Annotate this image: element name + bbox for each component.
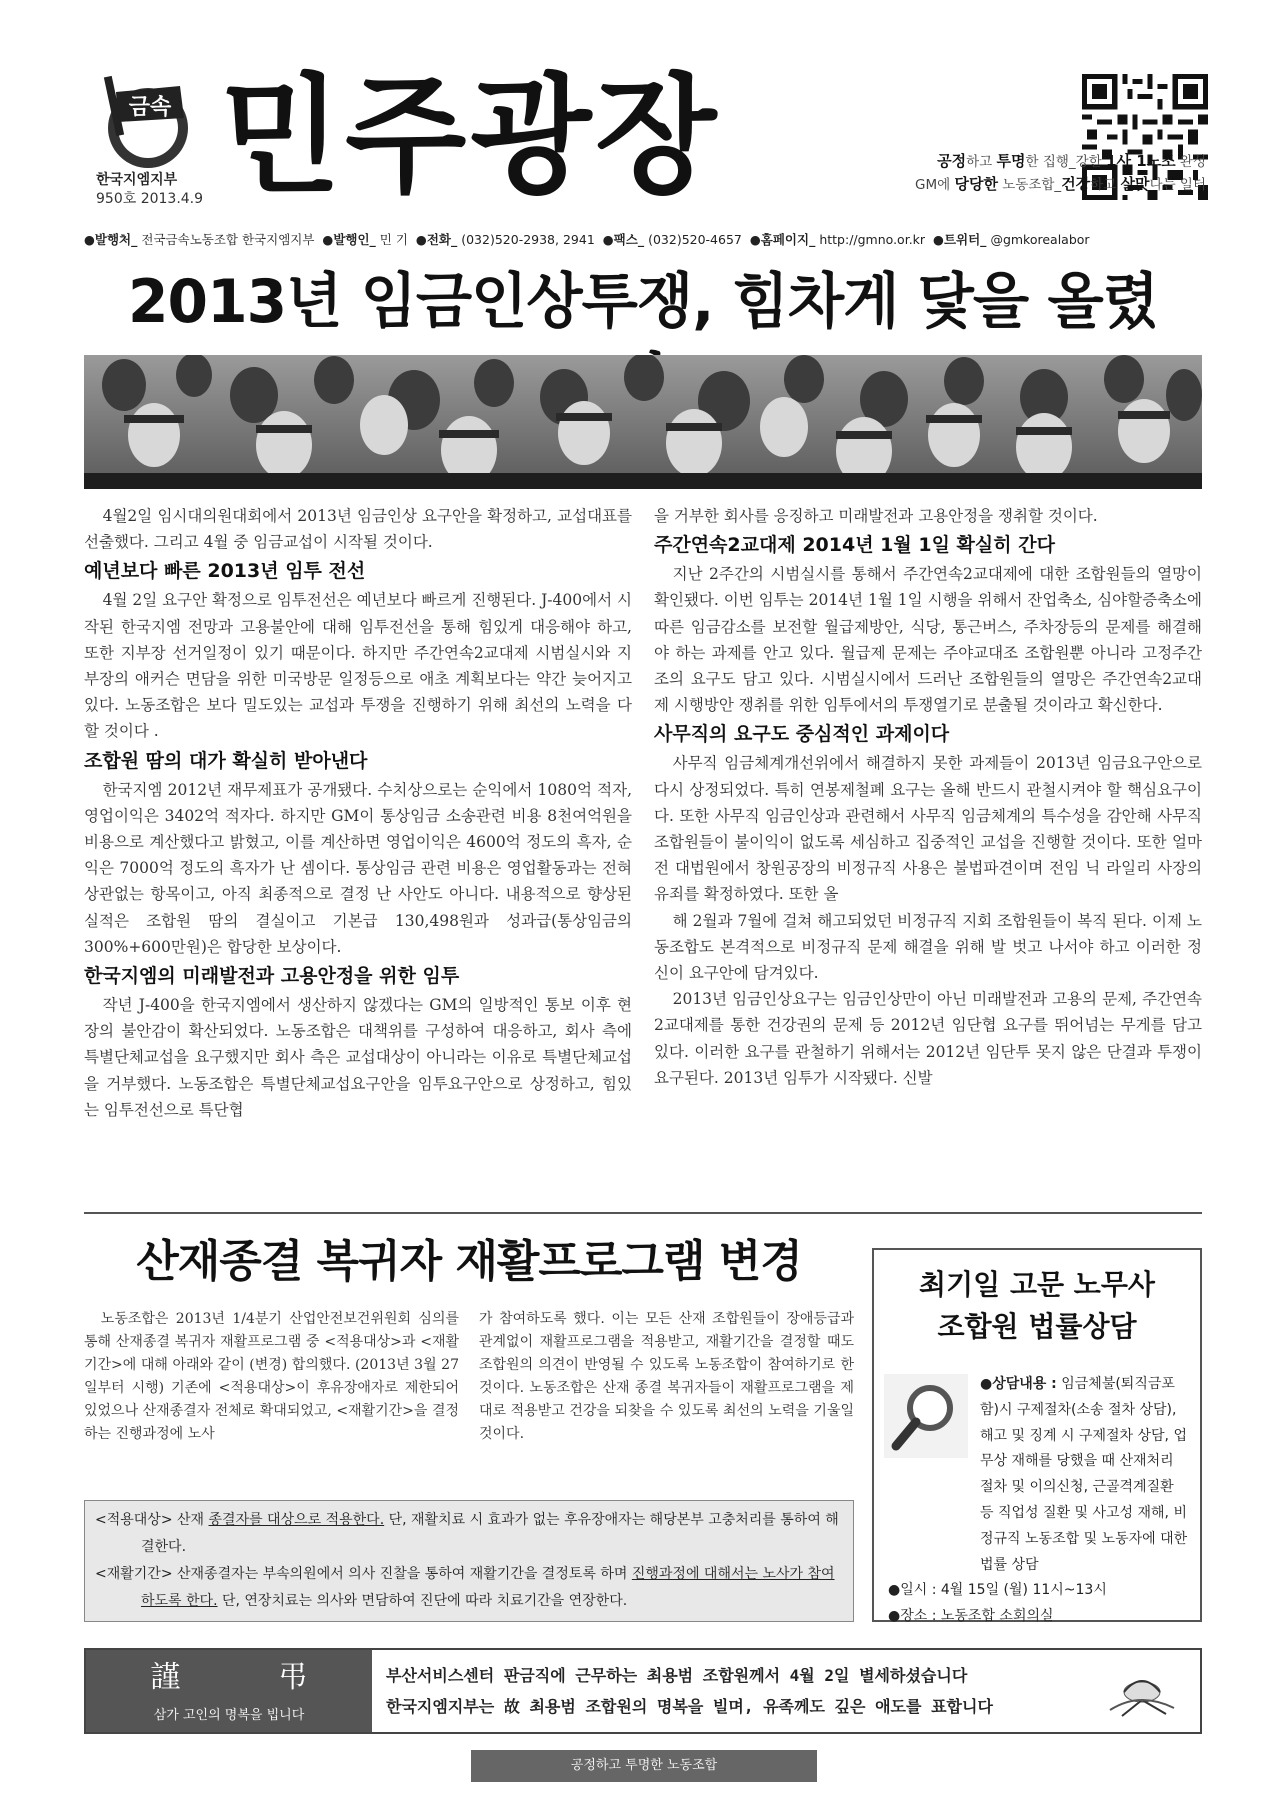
- condolence-message: [386, 1660, 1186, 1722]
- consult-title-1: 최기일 고문 노무사: [919, 1268, 1155, 1301]
- note-target: <적용대상> 산재 종결자를 대상으로 적용한다. 단, 재활치료 시 효과가 없는 후유장애자는 해당본부 고충처리를 통하여 해결한다.: [95, 1512, 839, 1555]
- section-divider: [84, 1212, 1202, 1214]
- main-article: [84, 503, 1202, 1208]
- rally-crowd-photo: [84, 355, 1202, 489]
- condolence-line-1: 부산서비스센터 판금직에 근무하는 최용범 조합원께서 4월 2일 별세하셨습니다: [386, 1666, 968, 1685]
- paragraph: 4월 2일 요구안 확정으로 임투전선은 예년보다 빠르게 진행된다. J-400에서 시작된 한국지엠 전망과 고용불안에 대해 임투전선을 통해 힘있게 대응해야 하고, 또한 지부장 선거일정이 있기 때문이다. 하지만 주간연속2교대제 시범실시와 지부장의 애커슨 면담을 위한 미국방문 일정등으로 애초 계획보다는 약간 늦어지고 있다. 노동조합은 보다 밀도있는 교섭과 투쟁을 진행하기 위해 최선의 노력을 다 할 것이다 .: [84, 591, 632, 741]
- paragraph: 작년 J-400을 한국지엠에서 생산하지 않겠다는 GM의 일방적인 통보 이후 현장의 불안감이 확산되었다. 노동조합은 대책위를 구성하여 대응하고, 회사 측에 특별단체교섭을 요구했지만 회사 측은 교섭대상이 아니라는 이유로 특별단체교섭을 거부했다. 노동조합은 특별단체교섭요구안을 임투요구안으로 상정하고, 힘있는 임투전선으로 특단협: [84, 996, 632, 1119]
- condolence-notice: [84, 1648, 1202, 1734]
- section-heading: 조합원 땀의 대가 확실히 받아낸다: [84, 749, 368, 772]
- paragraph: 4월2일 임시대의원대회에서 2013년 임금인상 요구안을 확정하고, 교섭대표를 선출했다. 그리고 4월 중 임금교섭이 시작될 것이다.: [84, 507, 632, 552]
- condolence-subtitle: 삼가 고인의 명복을 빕니다: [153, 1708, 305, 1723]
- article2-col-1: 노동조합은 2013년 1/4분기 산업안전보건위원회 심의를 통해 산재종결 복귀자 재활프로그램 중 <적용대상>과 <재활기간>에 대해 아래와 같이 (변경) 합의했다. (2013년 3월 27일부터 시행) 기존에 <적용대상>이 후유장애자로 제한되어 있었으나 산재종결자 전체로 확대되었고, <재활기간>을 결정하는 진행과정에 노사: [84, 1311, 459, 1442]
- org-name: 한국지엠지부: [96, 172, 178, 188]
- change-notes-box: [84, 1500, 854, 1622]
- paragraph: 사무직 임금체계개선위에서 해결하지 못한 과제들이 2013년 임금요구안으로 다시 상정되었다. 특히 연봉제철폐 요구는 올해 반드시 관철시켜야 할 핵심요구이다. 또한 사무직 임금인상과 관련해서 사무직 임금체계의 특수성을 감안해 사무직 조합원들이 불이익이 없도록 세심하고 집중적인 교섭을 진행할 것이다. 또한 얼마 전 대법원에서 창원공장의 비정규직 사용은 불법파견이며 전임 닉 라일리 사장의 유죄를 확정하였다. 또한 올: [654, 754, 1202, 904]
- consult-date: ●일시 : 4월 15일 (월) 11시~13시: [888, 1582, 1107, 1599]
- consult-content: ●상담내용 : 임금체불(퇴직금포함)시 구제절차(소송 절차 상담), 해고 및 징계 시 구제절차 상담, 업무상 재해를 당했을 때 산재처리 절차 및 이의신청, 근골격계질환 등 직업성 질환 및 사고성 재해, 비정규직 노동조합 및 노동자에 대한 법률 상담: [980, 1376, 1188, 1573]
- paragraph: 한국지엠 2012년 재무제표가 공개됐다. 수치상으로는 순익에서 1080억 적자, 영업이익은 3402억 적자다. 하지만 GM이 통상임금 소송관련 비용 8천여억원을 비용으로 계산했다고 밝혔고, 이를 계산하면 영업이익은 4600억 정도의 흑자, 순익은 7000억 정도의 흑자가 난 셈이다. 통상임금 관련 비용은 영업활동과는 전혀 상관없는 항목이고, 아직 최종적으로 결정 난 사안도 아니다. 내용적으로 향상된 실적은 조합원 땀의 결실이고 기본급 130,498원과 성과급(통상임금의 300%+600만원)은 합당한 보상이다.: [84, 780, 632, 956]
- section-heading: 예년보다 빠른 2013년 임투 전선: [84, 560, 366, 583]
- publication-info: ●발행처_ 전국금속노동조합 한국지엠지부 ●발행인_ 민 기 ●전화_ (032)520-2938, 2941 ●팩스_ (032)520-4657 ●홈페이지_ http://gmno.or.kr ●트위터_ @gmkorealabor: [84, 232, 1090, 247]
- paragraph: 해 2월과 7월에 걸쳐 해고되었던 비정규직 지회 조합원들이 복직 된다. 이제 노동조합도 본격적으로 비정규직 문제 해결을 위해 발 벗고 나서야 하고 이러한 정신이 요구안에 담겨있다.: [654, 911, 1202, 983]
- consult-title-2: 조합원 법률상담: [937, 1310, 1137, 1343]
- chrysanthemum-icon: [1102, 1670, 1182, 1720]
- section-heading: 한국지엠의 미래발전과 고용안정을 위한 임투: [84, 965, 460, 988]
- logo-text: 금속: [128, 95, 172, 120]
- paragraph: 을 거부한 회사를 응징하고 미래발전과 고용안정을 쟁취할 것이다.: [654, 507, 1098, 525]
- legal-consultation-box: [872, 1248, 1202, 1625]
- condolence-line-2: 한국지엠지부는 故 최용범 조합원의 명복을 빌며, 유족께도 깊은 애도를 표합니다: [386, 1697, 993, 1716]
- twitter-link[interactable]: @gmkorealabor: [990, 232, 1090, 247]
- slogan-line-2: GM에 당당한 노동조합_건강하고 살맛나는 일터: [915, 175, 1206, 193]
- condolence-heading: 謹 弔: [150, 1660, 352, 1695]
- paragraph: 지난 2주간의 시범실시를 통해서 주간연속2교대제에 대한 조합원들의 열망이 확인됐다. 이번 임투는 2014년 1월 1일 시행을 위해서 잔업축소, 심야할증축소에 따른 임금감소를 보전할 월급제방안, 식당, 통근버스, 주차장등의 문제를 해결해야 하는 과제를 안고 있다. 월급제 문제는 주야교대조 조합원뿐 아니라 고정주간조의 요구도 담고 있다. 시범실시에서 드러난 조합원들의 열망은 주간연속2교대제 시행방안 쟁취를 위한 임투에서의 투쟁열기로 분출될 것이라고 확신한다.: [654, 565, 1202, 715]
- slogan: [915, 150, 1206, 196]
- footer-slogan: 공정하고 투명한 노동조합: [471, 1750, 817, 1782]
- consult-details: [888, 1372, 1188, 1630]
- consult-place: ●장소 : 노동조합 소회의실: [888, 1608, 1054, 1625]
- issue-info: 950호 2013.4.9: [96, 191, 204, 207]
- section-heading: 주간연속2교대제 2014년 1월 1일 확실히 간다: [654, 534, 1055, 557]
- slogan-line-1: 공정하고 투명한 집행_강한 1사 1노조 완성: [937, 152, 1206, 170]
- union-logo: [98, 72, 198, 172]
- article2-col-2: 가 참여하도록 했다. 이는 모든 산재 조합원들이 장애등급과 관계없이 재활프로그램을 적용받고, 재활기간을 결정할 때도 조합원의 의견이 반영될 수 있도록 노동조합이 참여하기로 한 것이다. 노동조합은 산재 종결 복귀자들이 재활프로그램을 제대로 적용받고 건강을 되찾을 수 있도록 최선의 노력을 기울일 것이다.: [479, 1311, 854, 1442]
- article-column-left: [84, 503, 632, 1123]
- main-headline: 2013년 임금인상투쟁, 힘차게 닻을 올렸: [128, 267, 1158, 337]
- paragraph: 2013년 임금인상요구는 임금인상만이 아닌 미래발전과 고용의 문제, 주간연속2교대제를 통한 건강권의 문제 등 2012년 임단협 요구를 뛰어넘는 무게를 담고 있다. 이러한 요구를 관철하기 위해서는 2012년 임단투 못지 않은 단결과 투쟁이 요구된다. 2013년 임투가 시작됐다. 신발: [654, 990, 1202, 1087]
- newspaper-title: 민주광장: [220, 62, 721, 211]
- note-period: <재활기간> 산재종결자는 부속의원에서 의사 진찰을 통하여 재활기간을 결정토록 하며 진행과정에 대해서는 노사가 참여 하도록 한다. 단, 연장치료는 의사와 면담하여 진단에 따라 치료기간을 연장한다.: [95, 1566, 835, 1609]
- condolence-heading-panel: [86, 1650, 372, 1732]
- section-heading: 사무직의 요구도 중심적인 과제이다: [654, 723, 950, 746]
- homepage-link[interactable]: http://gmno.or.kr: [819, 232, 926, 247]
- article2-title: 산재종결 복귀자 재활프로그램 변경: [136, 1236, 802, 1287]
- article-column-right: [654, 503, 1202, 1091]
